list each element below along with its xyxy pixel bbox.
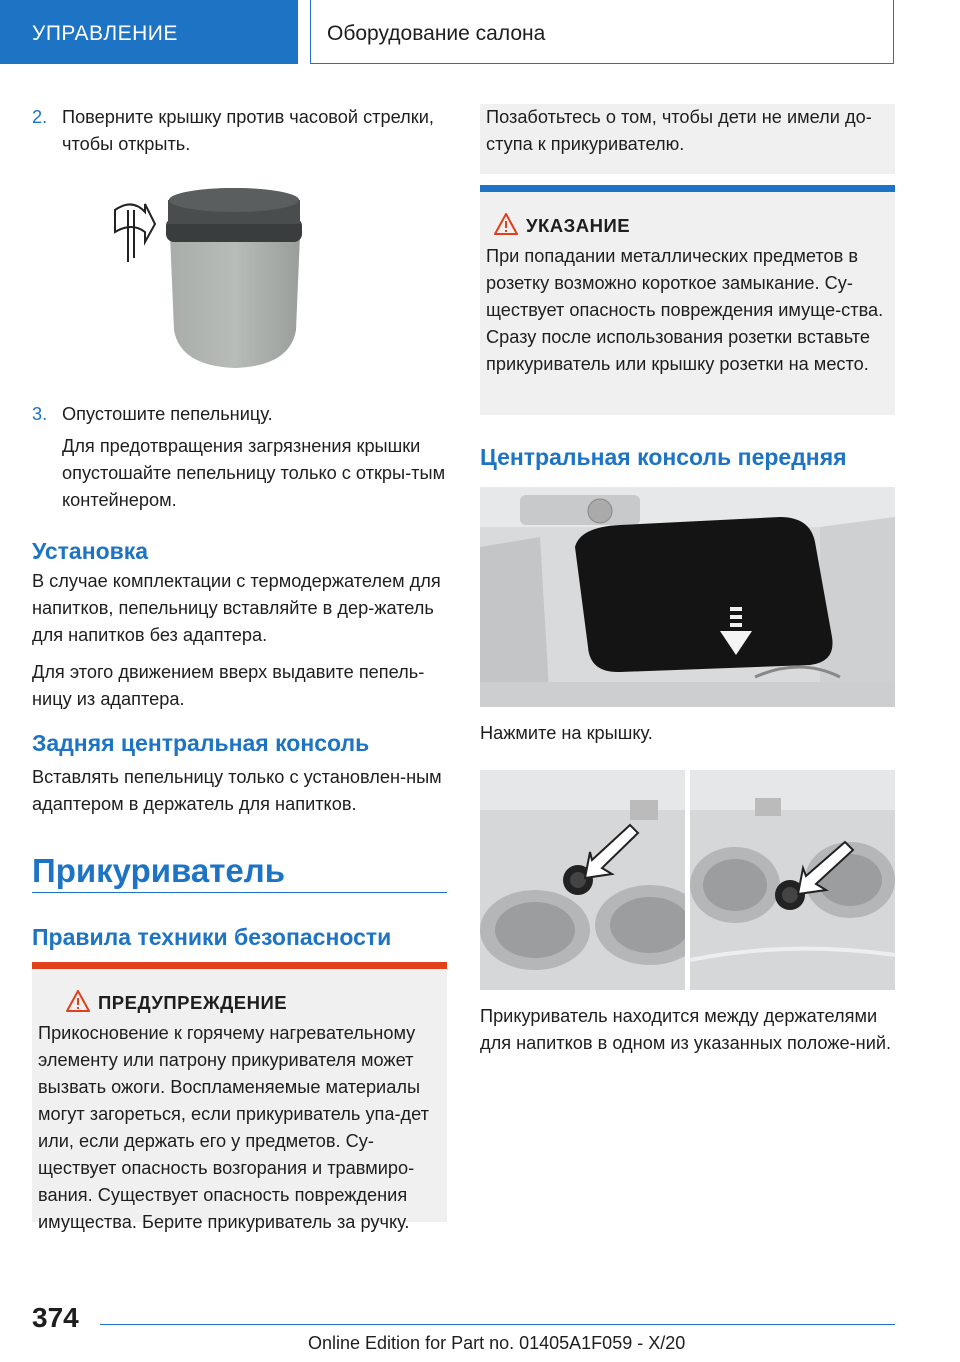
photo-caption: Нажмите на крышку. <box>480 723 653 743</box>
step-detail: Для предотвращения загрязнения крышки опустошайте пепельницу только с откры-тым контейнером. <box>62 436 446 510</box>
photo-caption: Прикуриватель находится между держателями для напитков в одном из указанных положе-ний. <box>480 1006 892 1053</box>
rear-cupholder-photo-right <box>690 770 895 990</box>
installation-para: В случае комплектации с термодержателем для напитков, пепельницу вставляйте в дер-жатель для напитков без адаптера. <box>32 571 441 645</box>
safety-heading: Правила техники безопасности <box>32 924 392 950</box>
ashtray-illustration <box>110 180 330 370</box>
rear-cupholder-photo-left <box>480 770 685 990</box>
warning-title: ПРЕДУПРЕЖДЕНИЕ <box>98 992 288 1013</box>
warning-text: Позаботьтесь о том, чтобы дети не имели до-ступа к прикуривателю. <box>486 107 872 154</box>
rear-console-para: Вставлять пепельницу только с установлен-ным адаптером в держатель для напитков. <box>32 767 442 814</box>
section-title: Прикуриватель <box>32 852 286 889</box>
header-chapter-tab <box>310 0 894 64</box>
warning-bar <box>32 962 447 969</box>
page-number: 374 <box>32 1302 79 1333</box>
header-section-tab <box>0 0 298 64</box>
front-console-heading: Центральная консоль передняя <box>480 444 847 470</box>
step-text: Поверните крышку против часовой стрелки, чтобы открыть. <box>62 107 434 154</box>
notice-bar <box>480 185 895 192</box>
installation-para: Для этого движением вверх выдавите пепель-ницу из адаптера. <box>32 662 425 709</box>
step-number: 2. <box>32 107 48 127</box>
footer-edition: Online Edition for Part no. 01405A1F059 - X/20 <box>308 1333 686 1353</box>
notice-text: При попадании металлических предметов в розетку возможно короткое замыкание. Су-ществует опасность повреждения имуще-ства. Сразу после использования розетки вставьте прикуриватель или крышку розетки на место. <box>486 246 884 374</box>
notice-triangle-icon <box>494 213 518 235</box>
warning-text: Прикосновение к горячему нагревательному элементу или патрону прикуривателя может вызвать ожоги. Воспламеняемые материалы могут загореться, если прикуриватель упа-дет или, если держать его у предметов. Су-ществует опасность возгорания и травмиро-вания. Существует опасность повреждения имущества. Берите прикуриватель за ручку. <box>38 1023 430 1232</box>
front-console-photo <box>480 487 895 707</box>
notice-title: УКАЗАНИЕ <box>526 215 631 236</box>
header-chapter-label: Оборудование салона <box>327 22 546 45</box>
step-text: Опустошите пепельницу. <box>62 404 273 424</box>
step-number: 3. <box>32 404 48 424</box>
warning-box-continued <box>480 104 895 174</box>
installation-heading: Установка <box>32 538 149 564</box>
rear-console-heading: Задняя центральная консоль <box>32 730 370 756</box>
header-section-label: УПРАВЛЕНИЕ <box>32 22 178 45</box>
footer-rule <box>100 1324 895 1325</box>
warning-box <box>32 962 447 1232</box>
warning-triangle-icon <box>66 990 90 1012</box>
section-rule <box>32 892 447 893</box>
notice-box <box>480 185 895 415</box>
